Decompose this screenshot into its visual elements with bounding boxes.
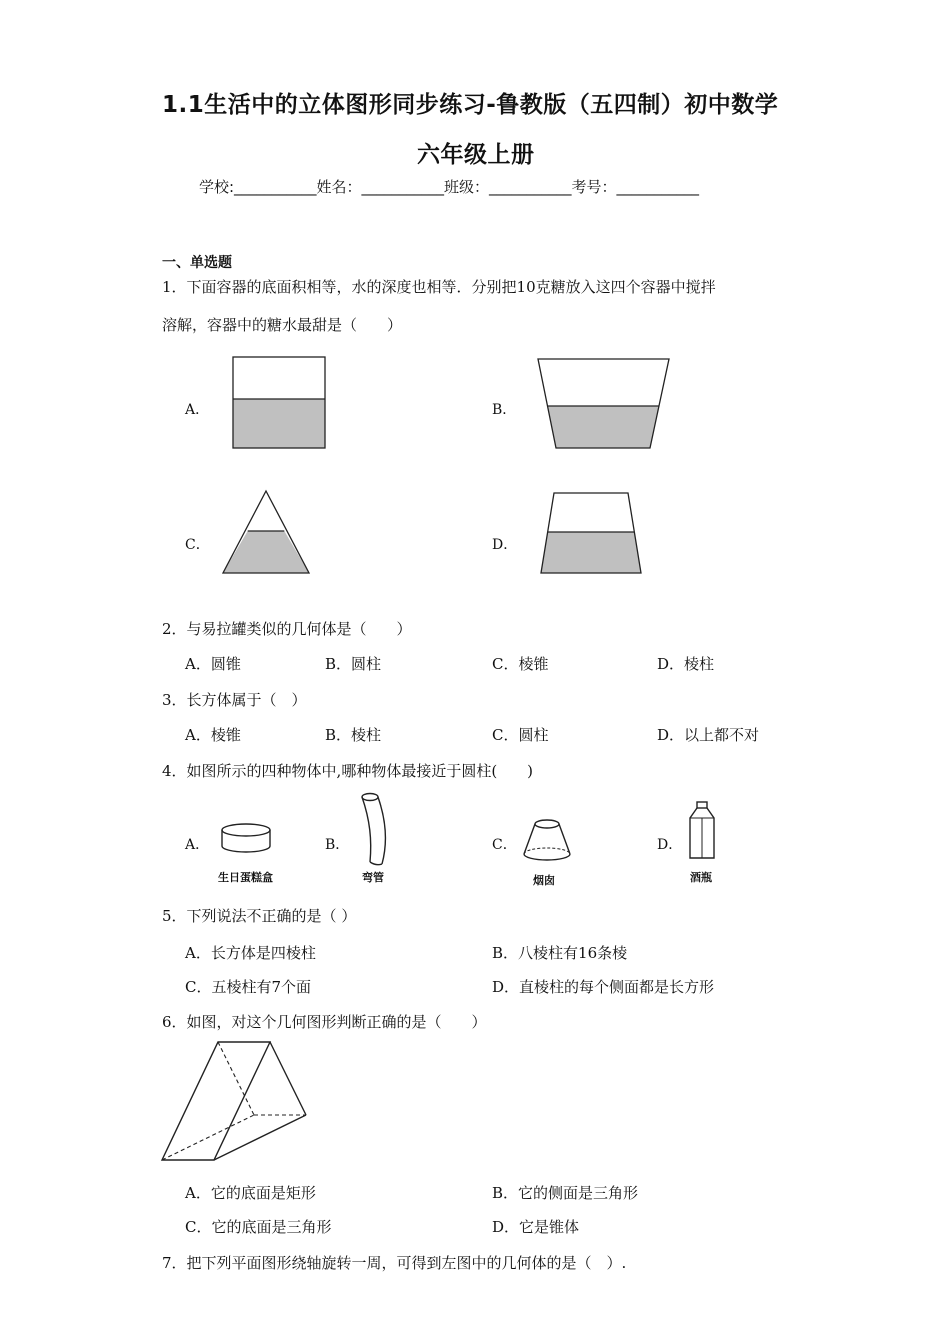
q3-option-a[interactable]: A．棱锥 bbox=[185, 726, 241, 744]
q6-stem: 6．如图，对这个几何图形判断正确的是（ ） bbox=[162, 1013, 487, 1031]
q5-option-a[interactable]: A．长方体是四棱柱 bbox=[185, 944, 316, 962]
q2-stem: 2．与易拉罐类似的几何体是（ ） bbox=[162, 620, 412, 638]
q5-option-b[interactable]: B．八棱柱有16条棱 bbox=[492, 944, 628, 962]
wine-bottle-figure bbox=[686, 800, 722, 864]
q6-option-b[interactable]: B．它的侧面是三角形 bbox=[492, 1184, 639, 1202]
q5-option-c[interactable]: C．五棱柱有7个面 bbox=[185, 978, 312, 996]
q4-option-c-label[interactable]: C． bbox=[492, 837, 517, 853]
chimney-figure bbox=[521, 818, 573, 864]
q1-stem-line2: 溶解，容器中的糖水最甜是（ ） bbox=[162, 316, 403, 334]
q1-stem-line1: 1．下面容器的底面积相等，水的深度也相等．分别把10克糖放入这四个容器中搅拌 bbox=[162, 278, 716, 296]
q4-option-a-label[interactable]: A． bbox=[185, 837, 210, 853]
q1-option-b-label[interactable]: B． bbox=[492, 402, 517, 418]
page-title-line1: 1.1生活中的立体图形同步练习-鲁教版（五四制）初中数学 bbox=[162, 92, 779, 118]
q1-container-b-figure bbox=[537, 356, 671, 450]
q3-option-c[interactable]: C．圆柱 bbox=[492, 726, 549, 744]
q3-option-d[interactable]: D．以上都不对 bbox=[657, 726, 760, 744]
q2-option-b[interactable]: B．圆柱 bbox=[325, 655, 382, 673]
q5-option-d[interactable]: D．直棱柱的每个侧面都是长方形 bbox=[492, 978, 715, 996]
q1-container-a-figure bbox=[232, 356, 326, 450]
q6-option-d[interactable]: D．它是锥体 bbox=[492, 1218, 580, 1236]
q2-option-a[interactable]: A．圆锥 bbox=[185, 655, 241, 673]
section-heading: 一、单选题 bbox=[162, 255, 232, 271]
cake-box-figure bbox=[220, 822, 274, 862]
q4-stem: 4．如图所示的四种物体中,哪种物体最接近于圆柱( ) bbox=[162, 762, 534, 780]
q6-option-a[interactable]: A．它的底面是矩形 bbox=[185, 1184, 316, 1202]
q4-caption-a: 生日蛋糕盒 bbox=[218, 871, 273, 884]
q2-option-c[interactable]: C．棱锥 bbox=[492, 655, 549, 673]
q6-option-c[interactable]: C．它的底面是三角形 bbox=[185, 1218, 332, 1236]
q2-option-d[interactable]: D．棱柱 bbox=[657, 655, 715, 673]
page-title-line2: 六年级上册 bbox=[417, 142, 535, 168]
q3-stem: 3．长方体属于（ ） bbox=[162, 691, 307, 709]
q7-stem: 7．把下列平面图形绕轴旋转一周，可得到左图中的几何体的是（ ）. bbox=[162, 1254, 627, 1272]
bent-pipe-figure bbox=[356, 792, 396, 866]
q4-option-d-label[interactable]: D． bbox=[657, 837, 683, 853]
q1-option-c-label[interactable]: C． bbox=[185, 537, 210, 553]
q1-option-d-label[interactable]: D． bbox=[492, 537, 518, 553]
triangular-prism-figure bbox=[160, 1040, 310, 1164]
q4-caption-c: 烟囱 bbox=[533, 874, 555, 887]
q4-caption-d: 酒瓶 bbox=[690, 871, 712, 884]
q1-option-a-label[interactable]: A． bbox=[185, 402, 210, 418]
q4-option-b-label[interactable]: B． bbox=[325, 837, 350, 853]
q3-option-b[interactable]: B．棱柱 bbox=[325, 726, 382, 744]
q4-caption-b: 弯管 bbox=[362, 871, 384, 884]
q1-container-c-figure bbox=[221, 489, 311, 575]
student-info-line: 学校:___________姓名：___________班级：___________考号：___________ bbox=[199, 178, 700, 196]
q1-container-d-figure bbox=[537, 490, 645, 576]
q5-stem: 5．下列说法不正确的是（ ） bbox=[162, 907, 357, 925]
